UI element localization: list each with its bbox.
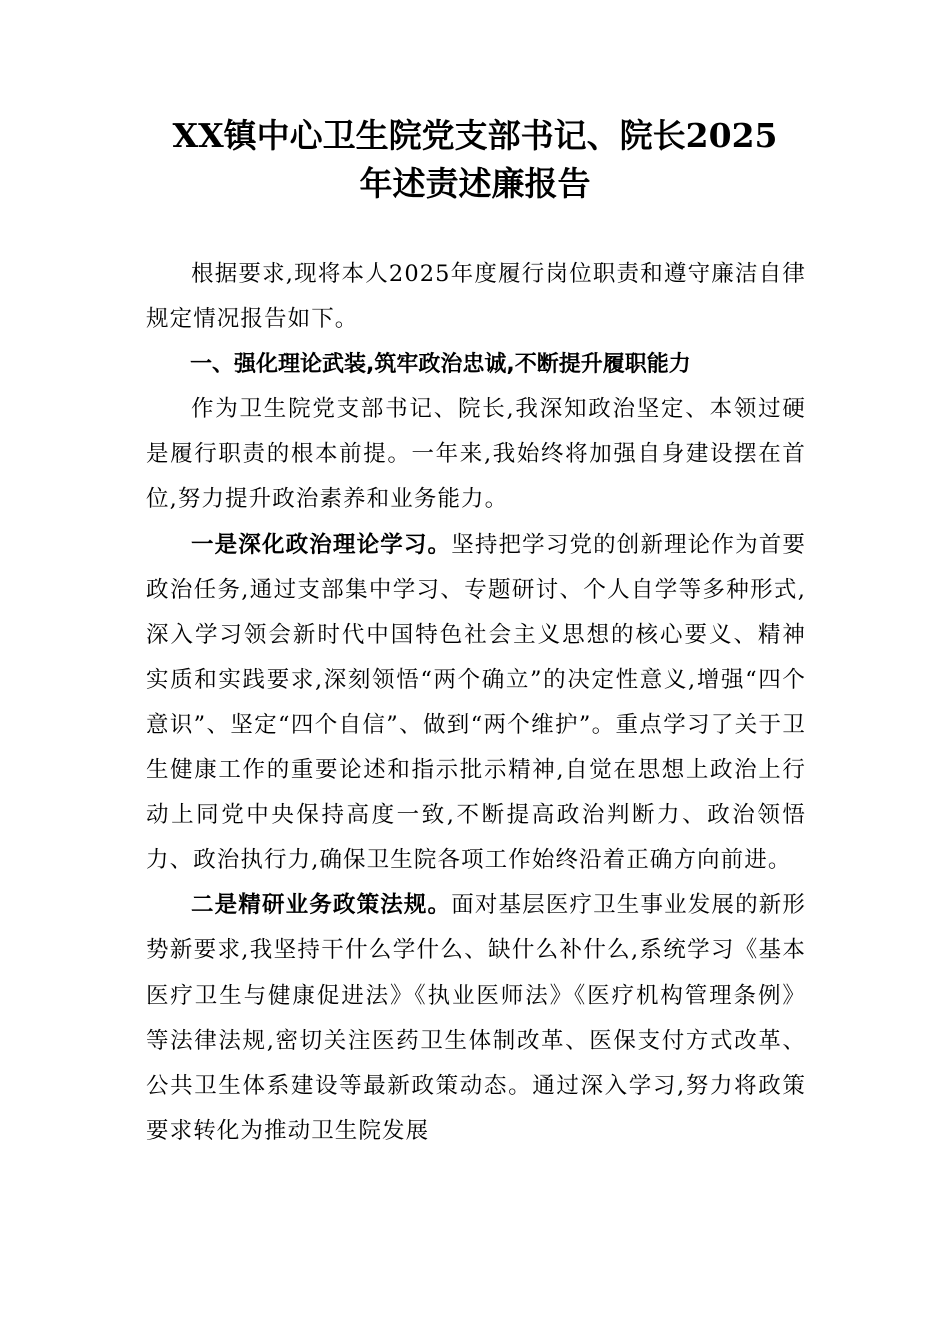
section-1-heading: 一、强化理论武装,筑牢政治忠诚,不断提升履职能力 xyxy=(190,352,691,378)
point-2-text: 面对基层医疗卫生事业发展的新形势新要求,我坚持干什么学什么、缺什么补什么,系统学习《基本医疗卫生与健康促进法》《执业医师法》《医疗机构管理条例》等法律法规,密切关注医药卫生体制改革、医保支付方式改革、公共卫生体系建设等最新政策动态。通过深入学习,努力将政策要求转化为推动卫生院发展 xyxy=(146,892,806,1144)
point-2-paragraph xyxy=(146,883,806,1154)
document-body xyxy=(146,252,806,1154)
point-1-lead: 一是深化政治理论学习。 xyxy=(191,531,452,558)
title-line-1: XX镇中心卫生院党支部书记、院长2025 xyxy=(172,116,778,155)
section-1-paragraph: 作为卫生院党支部书记、院长,我深知政治坚定、本领过硬是履行职责的根本前提。一年来,我始终将加强自身建设摆在首位,努力提升政治素养和业务能力。 xyxy=(146,396,806,513)
point-1-text: 坚持把学习党的创新理论作为首要政治任务,通过支部集中学习、专题研讨、个人自学等多种形式,深入学习领会新时代中国特色社会主义思想的核心要义、精神实质和实践要求,深刻领悟“两个确立”的决定性意义,增强“四个意识”、坚定“四个自信”、做到“两个维护”。重点学习了关于卫生健康工作的重要论述和指示批示精神,自觉在思想上政治上行动上同党中央保持高度一致,不断提高政治判断力、政治领悟力、政治执行力,确保卫生院各项工作始终沿着正确方向前进。 xyxy=(146,531,806,874)
document-title xyxy=(120,112,830,208)
point-1-paragraph xyxy=(146,523,806,884)
point-2-lead: 二是精研业务政策法规。 xyxy=(191,892,452,919)
title-line-2: 年述责述廉报告 xyxy=(359,164,591,203)
intro-paragraph: 根据要求,现将本人2025年度履行岗位职责和遵守廉洁自律规定情况报告如下。 xyxy=(146,261,806,333)
